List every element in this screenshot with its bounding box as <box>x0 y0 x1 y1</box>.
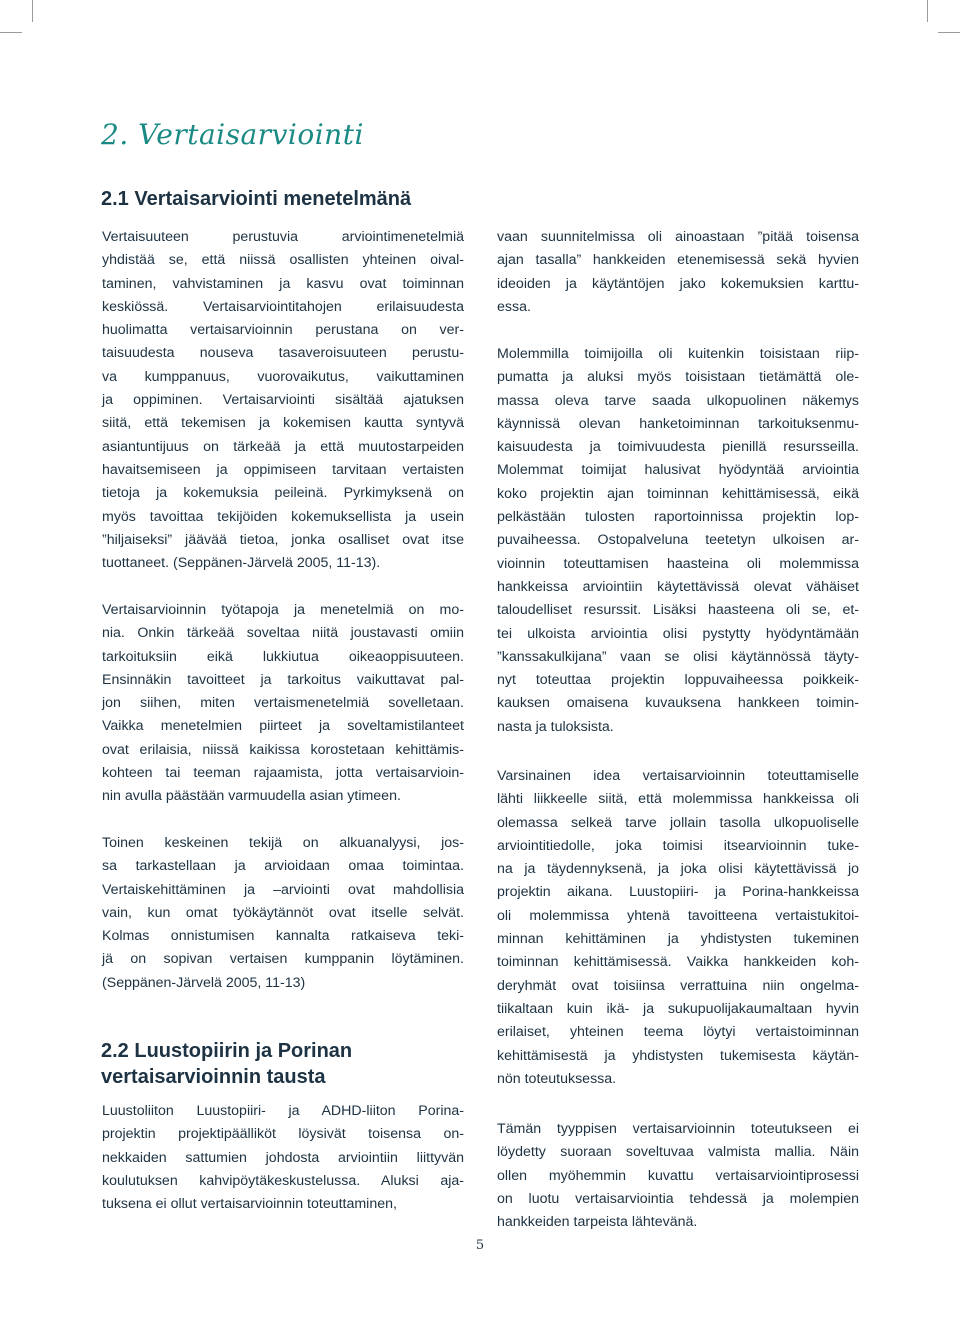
text-line: ajan tasalla” hankkeiden etenemisessä sekä hyvien <box>497 252 859 269</box>
text-line: nyt toteuttaa projektin loppuvaiheessa poikkeik- <box>497 672 859 689</box>
paragraph-left-4 <box>102 1100 464 1216</box>
text-line: va kumppanuus, vuorovaikutus, vaikuttaminen <box>102 368 464 385</box>
text-line: vain, kun omat työkäytännöt ovat itselle selvät. <box>102 904 464 921</box>
crop-mark-top-left-horizontal <box>0 32 22 33</box>
text-line: ja oppiminen. Vertaisarviointi sisältää ajatuksen <box>102 392 464 409</box>
paragraph-left-1 <box>102 226 464 575</box>
right-column <box>497 0 859 1322</box>
page-number: 5 <box>475 1238 485 1253</box>
text-line: ovat erilaisia, niissä kaikissa korostetaan kehittämis- <box>102 741 464 758</box>
text-line: havaitsemiseen ja oppimiseen tarvitaan vertaisten <box>102 461 464 478</box>
text-line: taminen, vahvistaminen ja kasvu ovat toiminnan <box>102 275 464 292</box>
text-line: Vertaisarvioinnin työtapoja ja menetelmiä on mo- <box>102 602 464 618</box>
crop-mark-top-left-vertical <box>32 0 33 22</box>
text-line: myös tavoittaa tekijöiden kokemuksellista ja usein <box>102 508 464 525</box>
text-line: Tämän tyyppisen vertaisarvioinnin toteutukseen ei <box>497 1121 859 1137</box>
text-line: massa oleva tarve saada ulkopuolinen näkemys <box>497 392 859 409</box>
chapter-title: 2. Vertaisarviointi <box>101 118 364 151</box>
text-line: essa. <box>497 298 531 315</box>
text-line: nin avulla päästään varmuudella asian ytimeen. <box>102 788 401 805</box>
text-line: na ja täydennyksenä, ja joka olisi käytettävissä jo <box>497 861 859 878</box>
text-line: ”hiljaiseksi” jäävää tietoa, jonka osalliset ovat itse <box>102 531 464 548</box>
text-line: koulutuksen kahvipöytäkeskustelussa. Aluksi aja- <box>102 1172 464 1189</box>
text-line: tiikaltaan kuin ikä- ja sukupuolijakaumaltaan hyvin <box>497 1000 859 1017</box>
crop-mark-top-right-vertical <box>927 0 928 22</box>
text-line: Varsinainen idea vertaisarvioinnin toteuttamiselle <box>497 768 859 784</box>
text-line: (Seppänen-Järvelä 2005, 11-13) <box>102 974 306 991</box>
paragraph-right-3 <box>497 765 859 1091</box>
text-line: kehittämisestä ja yhdistysten tukemisesta käytän- <box>497 1047 859 1064</box>
text-line: kaisuudesta ja toimivuudesta pienillä resursseilla. <box>497 439 859 456</box>
crop-mark-top-right-horizontal <box>938 32 960 33</box>
text-line: ”kanssakulkijana” vaan se olisi käytännössä täyty- <box>497 648 859 665</box>
text-line: deryhmät ovat toisiinsa verrattuina niin ongelma- <box>497 977 859 994</box>
text-line: pumatta ja aluksi myös toisistaan tietämättä ole- <box>497 369 859 386</box>
text-line: hankkeissa arviointiin käytettävissä olevat vähäiset <box>497 578 859 595</box>
text-line: tuottaneet. (Seppänen-Järvelä 2005, 11-13). <box>102 555 381 572</box>
text-line: löydetty suoraan soveltuvaa valmista mallia. Näin <box>497 1144 859 1161</box>
heading-line: 2.2 Luustopiirin ja Porinan <box>101 1040 353 1062</box>
text-line: koko projektin ajan toiminnan kehittämisessä, eikä <box>497 485 859 502</box>
text-line: minnan kehittäminen ja yhdistysten tukeminen <box>497 931 859 948</box>
paragraph-right-2 <box>497 343 859 739</box>
text-line: olemassa selkeä tarve jollain tasolla ulkopuoliselle <box>497 814 859 831</box>
text-line: Luustoliiton Luustopiiri- ja ADHD-liiton Porina- <box>102 1103 464 1119</box>
text-line: pelkästään tulosten raportoinnissa projektin lop- <box>497 509 859 526</box>
text-line: nön toteutuksessa. <box>497 1070 617 1087</box>
text-line: yhdistää se, että niissä osallisten yhteinen oival- <box>102 252 464 269</box>
text-line: Kolmas onnistumisen kannalta ratkaiseva teki- <box>102 928 464 945</box>
text-line: nasta ja tuloksista. <box>497 718 614 735</box>
text-line: huolimatta vertaisarvioinnin perustana on ver- <box>102 322 464 339</box>
text-line: sa tarkastellaan ja arvioidaan omaa toimintaa. <box>102 858 464 875</box>
paragraph-left-3 <box>102 832 464 995</box>
text-line: Vertaiskehittäminen ja –arviointi ovat mahdollisia <box>102 881 464 898</box>
text-line: oli molemmissa yhtenä tavoitteena vertaistukitoi- <box>497 907 859 924</box>
text-line: on luotu vertaisarviointia tehdessä ja molempien <box>497 1190 859 1207</box>
heading-line: 2.1 Vertaisarviointi menetelmänä <box>101 188 412 210</box>
text-line: tei ulkoista arviointia olisi pystytty hyödyntämään <box>497 625 859 642</box>
text-line: Toinen keskeinen tekijä on alkuanalyysi, jos- <box>102 835 464 851</box>
text-line: taloudelliset resurssit. Lisäksi haasteena oli se, et- <box>497 602 859 619</box>
paragraph-left-2 <box>102 599 464 809</box>
text-line: nekkaiden sattumien johdosta arviointiin liittyvän <box>102 1149 464 1166</box>
text-line: siitä, että tekemisen ja kokemisen kautta syntyvä <box>102 415 464 432</box>
text-line: kauksen omaisena kuvauksena hankkeen toimin- <box>497 695 859 712</box>
text-line: keskiössä. Vertaisarviointitahojen erilaisuudesta <box>102 298 464 315</box>
text-line: jä on sopivan vertaisen kumppanin löytäminen. <box>102 951 464 968</box>
text-line: tietoja ja kokemuksia peileinä. Pyrkimyksenä on <box>102 485 464 502</box>
paragraph-right-1 <box>497 226 859 319</box>
text-line: erilaiset, yhteinen teema löytyi vertaistoiminnan <box>497 1024 859 1041</box>
text-line: Molemmat toimijat halusivat hyödyntää arviointia <box>497 462 859 479</box>
text-line: taisuudesta nouseva tasaveroisuuteen perustu- <box>102 345 464 362</box>
text-line: käynnissä olevan hanketoiminnan tarkoituksenmu- <box>497 415 859 432</box>
text-line: Ensinnäkin tavoitteet ja tarkoitus vaikuttavat pal- <box>102 671 464 688</box>
left-column <box>102 0 464 1322</box>
text-line: nia. Onkin tärkeää soveltaa niitä joustavasti omiin <box>102 625 464 642</box>
text-line: jon siihen, miten vertaismenetelmiä sovelletaan. <box>102 695 464 712</box>
text-line: arviointitiedolle, joka toimisi itsearvioinnin tuke- <box>497 837 859 854</box>
text-line: Molemmilla toimijoilla oli kuitenkin toisistaan riip- <box>497 346 859 362</box>
text-line: kohteen tai teeman rajaamista, jotta vertaisarvioin- <box>102 765 464 782</box>
text-line: vaan suunnitelmissa oli ainoastaan ”pitää toisensa <box>497 229 859 245</box>
text-line: ideoiden ja käytäntöjen jako kokemuksien karttu- <box>497 275 859 292</box>
text-line: lähti liikkeelle siitä, että molemmissa hankkeissa oli <box>497 791 859 808</box>
text-line: puvaiheessa. Ostopalveluna teetetyn ulkoisen ar- <box>497 532 859 549</box>
text-line: projektin projektipäälliköt löysivät toisensa on- <box>102 1126 464 1143</box>
text-line: Vaikka menetelmien piirteet ja soveltamistilanteet <box>102 718 464 735</box>
heading-line: vertaisarvioinnin tausta <box>101 1066 326 1088</box>
text-line: toiminnan kehittämisessä. Vaikka hankkeiden koh- <box>497 954 859 971</box>
paragraph-right-4 <box>497 1118 859 1234</box>
text-line: hankkeiden tarpeista lähtevänä. <box>497 1214 698 1231</box>
text-line: Vertaisuuteen perustuvia arviointimenetelmiä <box>102 229 464 245</box>
text-line: tarkoituksiin eikä lukkiutua oikeaoppisuuteen. <box>102 648 464 665</box>
text-line: projektin aikana. Luustopiiri- ja Porina-hankkeissa <box>497 884 859 901</box>
text-line: asiantuntijuus on tärkeää ja että muutostarpeiden <box>102 438 464 455</box>
text-line: ollen myöhemmin kuvattu vertaisarviointiprosessi <box>497 1167 859 1184</box>
text-line: vioinnin toteuttamisen haasteina oli molemmissa <box>497 555 859 572</box>
text-line: tuksena ei ollut vertaisarvioinnin toteuttaminen, <box>102 1196 397 1213</box>
